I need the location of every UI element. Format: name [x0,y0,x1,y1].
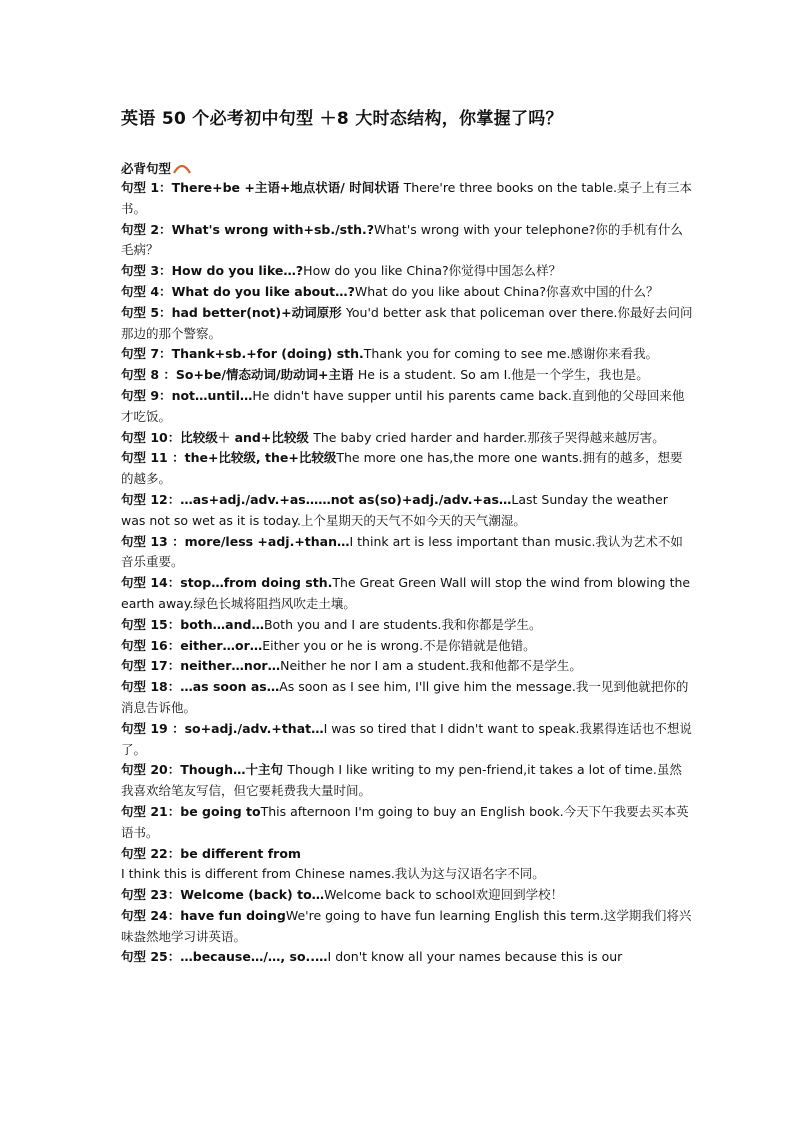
entry-label: 句型 23： [121,887,181,903]
entry-pattern: not…until… [171,387,253,403]
entry-example: I was so tired that I didn't want to speak.我累得连话也不想说了。 [121,720,692,757]
entry-pattern: How do you like…? [171,263,304,279]
entry-pattern: the+比较级, the+比较级 [184,450,337,466]
entry-pattern: …as+adj./adv.+as……not as(so)+adj./adv.+as… [180,491,512,507]
entry-label: 句型 1： [121,180,172,195]
entry-label: 句型 22： [121,845,181,861]
entry-label: 句型 3： [121,263,172,279]
entry-example: Either you or he is wrong.不是你错就是他错。 [262,637,536,653]
sentence-pattern-entry [121,220,693,262]
entry-pattern: …as soon as… [180,679,280,695]
sentence-pattern-entry [121,448,693,490]
entry-example: I think art is less important than music.我认为艺术不如音乐重要。 [121,533,683,570]
entry-label: 句型 15： [121,616,181,632]
sentence-pattern-entry [121,573,693,615]
sentence-pattern-list [121,178,693,968]
sentence-pattern-entry [121,344,693,365]
entry-label: 句型 10： [121,429,181,445]
entry-label: 句型 17： [121,658,181,674]
entry-pattern: What do you like about…? [171,283,355,299]
entry-example: I don't know all your names because this is our [327,949,623,965]
section-heading [121,159,192,177]
entry-pattern: be different from [180,845,301,861]
entry-pattern: neither…nor… [180,658,281,674]
entry-pattern: What's wrong with+sb./sth.? [171,221,374,237]
entry-label: 句型 19 ： [121,720,185,736]
sentence-pattern-entry [121,178,693,220]
arc-decoration-icon [172,162,192,174]
entry-label: 句型 4： [121,283,172,299]
entry-pattern: So+be/情态动词/助动词+主语 [175,367,358,383]
entry-label: 句型 20： [121,762,181,778]
entry-label: 句型 14： [121,575,181,591]
sentence-pattern-entry [121,760,693,802]
entry-example: How do you like China?你觉得中国怎么样？ [303,263,562,279]
sentence-pattern-entry [121,677,693,719]
sentence-pattern-entry [121,636,693,657]
entry-pattern: more/less +adj.+than… [184,533,350,549]
entry-example: The more one has,the more one wants.拥有的越多，想要的越多。 [121,450,683,487]
entry-example: He didn't have supper until his parents came back.直到他的父母回来他才吃饭。 [121,387,685,424]
section-heading-text: 必背句型 [121,161,172,176]
entry-pattern: so+adj./adv.+that… [184,720,324,736]
sentence-pattern-entry [121,615,693,636]
sentence-pattern-entry [121,656,693,677]
page-title: 英语 50 个必考初中句型 ＋8 大时态结构，你掌握了吗？ [121,109,563,129]
entry-label: 句型 16： [121,637,181,653]
entry-example: This afternoon I'm going to buy an English book.今天下午我要去买本英语书。 [121,803,689,840]
entry-example: Neither he nor I am a student.我和他都不是学生。 [280,658,582,674]
entry-example: Both you and I are students.我和你都是学生。 [263,616,542,632]
sentence-pattern-entry [121,844,693,886]
entry-example: Though I like writing to my pen-friend,it takes a lot of time.虽然我喜欢给笔友写信，但它要耗费我大量时间。 [121,762,682,799]
entry-label: 句型 2： [121,221,172,237]
entry-label: 句型 8 ： [121,367,176,383]
entry-label: 句型 24： [121,907,181,923]
entry-pattern: have fun doing [180,907,286,923]
sentence-pattern-entry [121,303,693,345]
entry-example: Thank you for coming to see me.感谢你来看我。 [363,346,658,362]
sentence-pattern-entry [121,261,693,282]
entry-example: The baby cried harder and harder.那孩子哭得越来越厉害。 [313,429,665,445]
sentence-pattern-entry [121,802,693,844]
entry-example: Last Sunday the weather was not so wet as it is today.上个星期天的天气不如今天的天气潮湿。 [121,491,668,528]
entry-pattern: Thank+sb.+for (doing) sth. [171,346,364,362]
entry-pattern: be going to [180,803,261,819]
entry-label: 句型 21： [121,803,181,819]
entry-label: 句型 5： [121,304,172,320]
entry-example: What do you like about China?你喜欢中国的什么？ [354,283,659,299]
entry-example: The Great Green Wall will stop the wind from blowing the earth away.绿色长城将阻挡风吹走土壤。 [121,575,691,611]
entry-label: 句型 13 ： [121,533,185,549]
entry-example: We're going to have fun learning English this term.这学期我们将兴味盎然地学习讲英语。 [121,907,692,944]
entry-label: 句型 18： [121,679,181,695]
sentence-pattern-entry [121,365,693,386]
sentence-pattern-entry [121,906,693,948]
entry-example: There're three books on the table.桌子上有三本书。 [121,180,693,216]
sentence-pattern-entry [121,532,693,574]
entry-pattern: either…or… [180,637,263,653]
entry-pattern: both…and… [180,616,264,632]
entry-pattern: had better(not)+动词原形 [171,304,346,320]
sentence-pattern-entry [121,719,693,761]
entry-pattern: Welcome (back) to… [180,887,325,903]
sentence-pattern-entry [121,490,693,532]
entry-label: 句型 25： [121,949,181,965]
sentence-pattern-entry [121,428,693,449]
entry-pattern: …because…/…, so..… [180,949,328,965]
entry-pattern: 比较级＋ and+比较级 [180,429,314,445]
sentence-pattern-entry [121,885,693,906]
entry-pattern: Though…十主句 [180,762,288,778]
entry-label: 句型 9： [121,387,172,403]
entry-label: 句型 12： [121,491,181,507]
entry-label: 句型 11 ： [121,450,185,466]
entry-pattern: There+be +主语+地点状语/ 时间状语 [171,180,404,195]
sentence-pattern-entry [121,386,693,428]
sentence-pattern-entry [121,947,693,968]
entry-example: What's wrong with your telephone?你的手机有什么毛病？ [121,221,683,258]
entry-example: I think this is different from Chinese names.我认为这与汉语名字不同。 [121,866,545,882]
sentence-pattern-entry [121,282,693,303]
entry-example: You'd better ask that policeman over there.你最好去问问那边的那个警察。 [121,304,693,341]
entry-example: He is a student. So am I.他是一个学生，我也是。 [357,367,649,383]
entry-example: As soon as I see him, I'll give him the message.我一见到他就把你的消息告诉他。 [121,679,689,715]
entry-example: Welcome back to school欢迎回到学校！ [324,887,564,903]
entry-label: 句型 7： [121,346,172,362]
entry-pattern: stop…from doing sth. [180,575,333,591]
